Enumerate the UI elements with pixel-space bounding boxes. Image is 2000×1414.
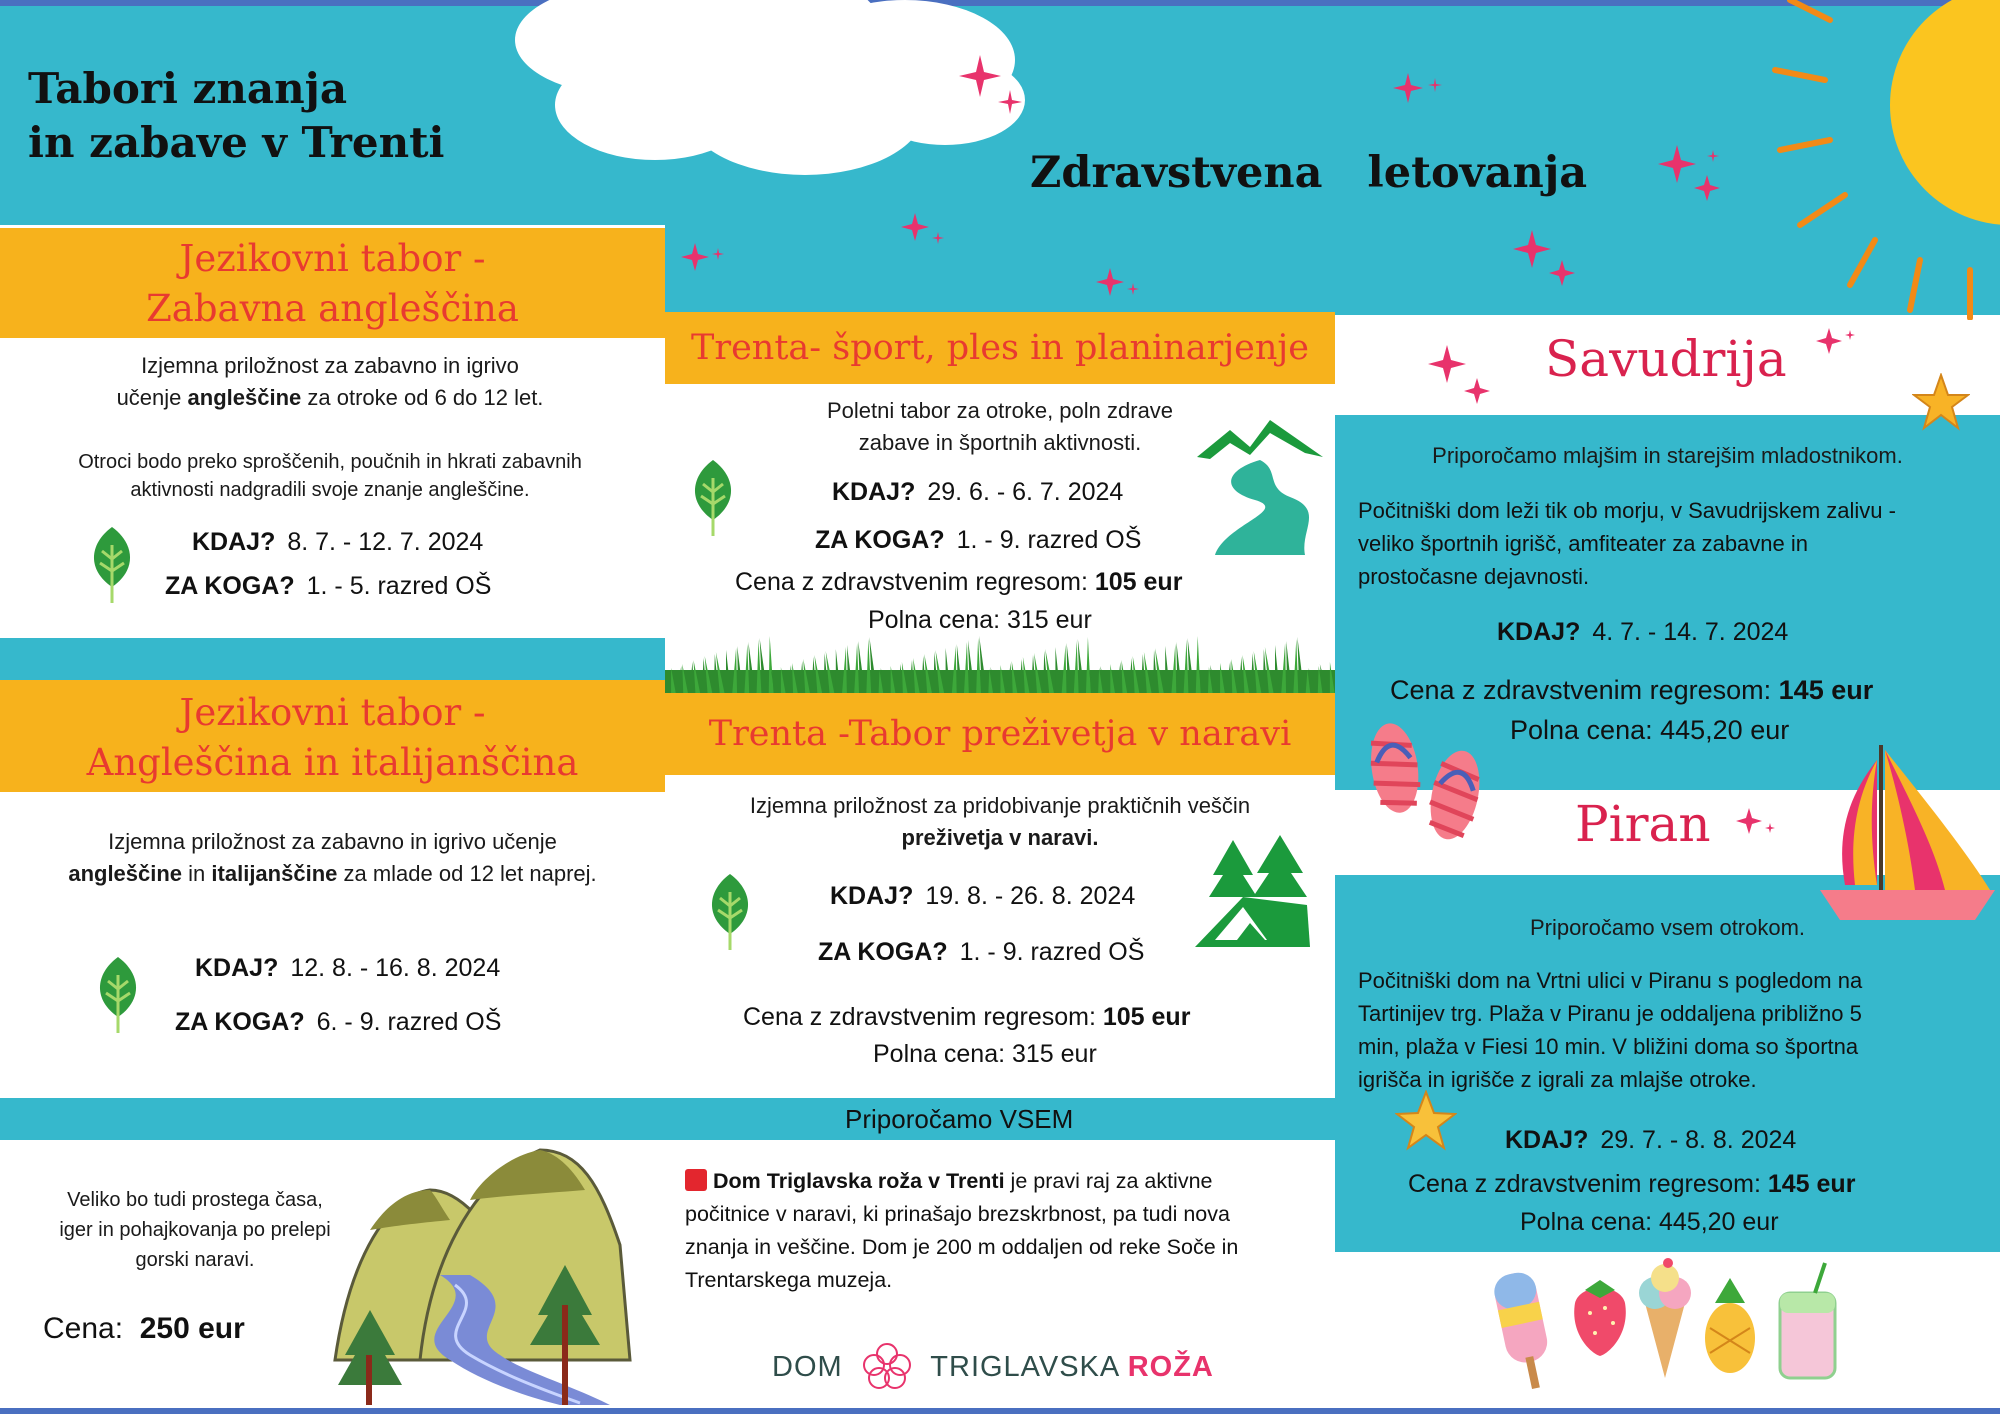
kdaj-label: KDAJ? [1505,1126,1589,1154]
camp4-desc-line-2: preživetja v naravi. [901,825,1099,850]
camp1-title-line-1: Jezikovni tabor - [179,237,486,280]
camp2-title-bar [0,680,665,792]
mountain-river-icon [1195,415,1325,560]
camp1-desc-pre: učenje [116,385,182,410]
piran-desc-line-1: Počitniški dom na Vrtni ulici v Piranu s pogledom na [1358,968,1863,993]
piran-recommendation: Priporočamo vsem otrokom. [1529,915,1806,940]
savudrija-kdaj [1497,618,1788,647]
starfish-icon [1912,373,1970,431]
zdravstvena-heading: Zdravstvena letovanja [1030,148,1588,198]
bottom-border [0,1408,2000,1414]
camp1-title-line-2: Zabavna angleščina [146,287,519,330]
camp3-price [735,568,1182,597]
sparkle-icon [1095,265,1145,310]
sparkle-icon [1655,140,1730,205]
grass-blade [1286,641,1292,695]
grass-blade [1074,641,1079,695]
camp4-kdaj [830,882,1135,911]
flower-icon [852,1340,922,1390]
savudrija-kdaj-value: 4. 7. - 14. 7. 2024 [1592,618,1789,646]
kdaj-label: KDAJ? [832,478,916,506]
camp2-desc-bold-2: italijanščine [211,861,338,886]
grass-blade [854,643,859,695]
camp2-description [10,826,655,890]
camp-price-value: 250 eur [139,1312,245,1345]
camp4-desc-line-1: Izjemna priložnost za pridobivanje praktičnih veščin [749,793,1251,818]
free-line-2: iger in pohajkovanja po prelepi [59,1219,331,1241]
logo-dom: DOM [772,1351,843,1383]
camp4-title-bar [665,693,1335,775]
grass-blade [1293,639,1298,695]
grass-blade [1281,643,1286,695]
sparkle-icon [1735,805,1780,845]
camp2-kdaj [195,954,500,983]
sparkle-icon [1510,225,1585,290]
camp1-kdaj-value: 8. 7. - 12. 7. 2024 [287,528,484,556]
camp-price-label: Cena: [43,1312,124,1345]
leaf-icon [88,955,148,1035]
camp2-za-koga [175,1008,501,1037]
camp3-price-label: Cena z zdravstvenim regresom: [735,568,1088,596]
title-line-2: in zabave v Trenti [28,118,445,167]
grass-blade [1067,643,1073,695]
piran-description [1358,964,1998,1096]
camp1-title-bar [0,228,665,338]
camp3-kdaj-value: 29. 6. - 6. 7. 2024 [927,478,1124,506]
sun-icon [1770,0,2000,320]
kdaj-label: KDAJ? [1497,618,1581,646]
camp3-za-koga-value: 1. - 9. razred OŠ [956,526,1142,554]
za-koga-label: ZA KOGA? [175,1008,305,1036]
piran-price-value: 145 eur [1767,1170,1856,1198]
camp1-za-koga [165,572,491,601]
savudrija-recommendation: Priporočamo mlajšim in starejšim mladostnikom. [1432,443,1903,468]
grass-blade [1184,640,1189,695]
grass-blade [744,644,749,695]
camping-tent-icon [1195,835,1310,950]
logo-roza: ROŽA [1127,1351,1214,1383]
grass-blade [769,636,774,695]
za-koga-label: ZA KOGA? [165,572,295,600]
dom-description [685,1165,1325,1297]
camp2-desc-post: za mlade od 12 let naprej. [343,861,597,886]
camp4-za-koga-value: 1. - 9. razred OŠ [959,938,1145,966]
savudrija-title: Savudrija [1545,330,1787,388]
camp-price [43,1312,245,1346]
free-line-1: Veliko bo tudi prostega časa, [67,1189,323,1211]
grass-blade [1196,636,1201,695]
leaf-icon [683,458,743,538]
camp1-desc-post: za otroke od 6 do 12 let. [307,385,544,410]
camp4-price [743,1003,1190,1032]
logo-triglavska: TRIGLAVSKA [930,1351,1119,1383]
starfish-icon [1395,1090,1457,1152]
dom-line-3: znanja in veščine. Dom je 200 m oddaljen od reke Soče in [685,1235,1239,1259]
kdaj-label: KDAJ? [192,528,276,556]
grass-blade [1086,637,1091,695]
savudrija-desc-line-3: prostočasne dejavnosti. [1358,564,1590,589]
grass-blade [1176,642,1182,695]
dom-line-1: je pravi raj za aktivne [1010,1169,1213,1193]
camp2-za-koga-value: 6. - 9. razred OŠ [316,1008,502,1036]
camp3-title-bar [665,312,1335,384]
camp4-price-value: 105 eur [1102,1003,1191,1031]
camp2-desc-mid: in [188,861,206,886]
camp1-kdaj [192,528,483,557]
camp1-description [30,350,630,414]
camp4-price-label: Cena z zdravstvenim regresom: [743,1003,1096,1031]
savudrija-price [1390,675,1873,706]
camp4-kdaj-value: 19. 8. - 26. 8. 2024 [925,882,1136,910]
za-koga-label: ZA KOGA? [815,526,945,554]
sparkle-icon [680,240,730,285]
free-line-3: gorski naravi. [135,1249,255,1271]
piran-title: Piran [1575,795,1711,853]
camp3-kdaj [832,478,1123,507]
page-title [28,62,444,170]
flip-flops-icon [1360,720,1490,845]
savudrija-price-value: 145 eur [1778,675,1874,705]
grass-blade [964,642,969,695]
piran-desc-line-3: min, plaža v Fiesi 10 min. V bližini doma so športna [1358,1034,1859,1059]
camp2-desc-bold-1: angleščine [68,861,183,886]
kdaj-label: KDAJ? [830,882,914,910]
dom-name: Dom Triglavska roža v Trenti [713,1169,1005,1193]
camp1-desc2-line-2: aktivnosti nadgradili svoje znanje angleščine. [130,479,530,501]
leaf-icon [700,872,760,952]
za-koga-label: ZA KOGA? [818,938,948,966]
sparkle-icon [1815,325,1860,365]
camp3-title: Trenta- šport, ples in planinarjenje [691,328,1309,368]
camp3-desc-line-1: Poletni tabor za otroke, poln zdrave [826,398,1174,423]
camp4-title: Trenta -Tabor preživetja v naravi [708,714,1292,754]
camp3-price-value: 105 eur [1094,568,1183,596]
savudrija-desc-line-2: veliko športnih igrišč, amfiteater za zabavne in [1358,531,1808,556]
camp2-desc-line-1: Izjemna priložnost za zabavno in igrivo učenje [108,829,557,854]
dom-line-2: počitnice v naravi, ki prinašajo brezskrbnost, pa tudi nova [685,1202,1230,1226]
camp2-kdaj-value: 12. 8. - 16. 8. 2024 [290,954,501,982]
camp1-desc-bold: angleščine [187,385,302,410]
camp3-za-koga [815,526,1141,555]
camp2-title-line-1: Jezikovni tabor - [179,691,486,734]
priporocamo-strip [0,1098,1335,1140]
title-line-1: Tabori znanja [28,64,348,113]
camp4-full-price: Polna cena: 315 eur [873,1040,1097,1068]
sparkle-icon [900,210,950,255]
leaf-icon [82,525,142,605]
sparkle-icon [955,50,1025,120]
piran-price [1408,1170,1855,1199]
summer-treats-illustration [1480,1258,1860,1393]
grass-blade [957,644,963,695]
sparkle-icon [1425,340,1500,410]
sparkle-icon [1390,70,1450,125]
priporocamo-vsem: Priporočamo VSEM [845,1104,1074,1134]
camp1-za-koga-value: 1. - 5. razred OŠ [306,572,492,600]
savudrija-price-label: Cena z zdravstvenim regresom: [1390,675,1772,705]
piran-desc-line-2: Tartinijev trg. Plaža v Piranu je oddaljena približno 5 [1358,1001,1862,1026]
camp3-desc-line-2: zabave in športnih aktivnosti. [858,430,1142,455]
left-divider-band [0,638,665,680]
hills-river-illustration [330,1145,650,1405]
dom-logo [772,1340,1214,1390]
dom-line-4: Trentarskega muzeja. [685,1268,893,1292]
savudrija-full-price: Polna cena: 445,20 eur [1510,715,1790,745]
savudrija-desc-line-1: Počitniški dom leži tik ob morju, v Savudrijskem zalivu - [1358,498,1896,523]
sailboat-icon [1815,740,2000,925]
camp1-desc2-line-1: Otroci bodo preko sproščenih, poučnih in hkrati zabavnih [78,451,582,473]
piran-desc-line-4: igrišča in igrišče z igrali za mlajše otroke. [1358,1067,1757,1092]
piran-kdaj-value: 29. 7. - 8. 8. 2024 [1600,1126,1797,1154]
piran-price-label: Cena z zdravstvenim regresom: [1408,1170,1761,1198]
grass-blade [1171,644,1176,695]
kdaj-label: KDAJ? [195,954,279,982]
middle-top-teal [665,225,1335,315]
piran-full-price: Polna cena: 445,20 eur [1520,1208,1779,1236]
camp1-description-2 [20,448,640,504]
piran-kdaj [1505,1126,1796,1155]
camp4-za-koga [818,938,1144,967]
camp2-title-line-2: Angleščina in italijanščina [86,741,579,784]
dom-logo-icon [685,1169,707,1191]
savudrija-description [1358,494,1998,593]
grass-strip [665,625,1335,695]
camp3-full-price: Polna cena: 315 eur [868,606,1092,634]
camp1-desc-line-1: Izjemna priložnost za zabavno in igrivo [141,353,519,378]
